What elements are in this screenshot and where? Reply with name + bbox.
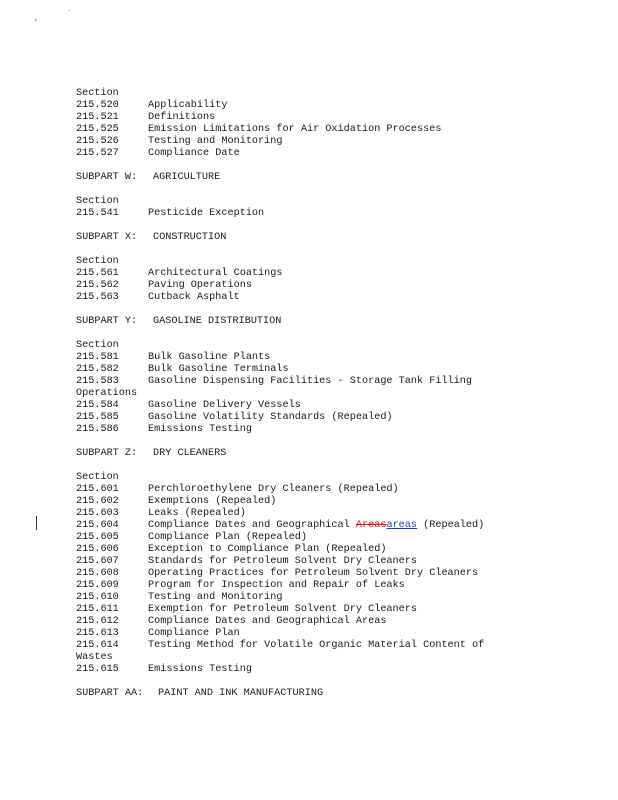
- inserted-text: areas: [386, 520, 418, 531]
- toc-row: [0, 508, 618, 520]
- subpart-label: SUBPART W:: [76, 172, 138, 183]
- section-title: Cutback Asphalt: [148, 292, 240, 303]
- toc-row-edited: [0, 520, 618, 532]
- section-number: 215.561: [76, 268, 119, 279]
- section-number: 215.601: [76, 484, 119, 495]
- subpart-heading: [0, 232, 618, 244]
- section-number: 215.563: [76, 292, 119, 303]
- section-number: 215.562: [76, 280, 119, 291]
- title-continuation: [0, 652, 618, 664]
- section-number: 215.526: [76, 136, 119, 147]
- toc-row: [0, 280, 618, 292]
- section-title: Testing and Monitoring: [148, 136, 283, 147]
- section-number: 215.613: [76, 628, 119, 639]
- toc-row: [0, 208, 618, 220]
- toc-row: [0, 628, 618, 640]
- section-title: Compliance Plan: [148, 628, 240, 639]
- section-number: 215.527: [76, 148, 119, 159]
- toc-row: [0, 592, 618, 604]
- toc-row: [0, 148, 618, 160]
- subpart-name: GASOLINE DISTRIBUTION: [153, 316, 282, 327]
- section-title: Compliance Dates and Geographical Areas: [148, 616, 387, 627]
- section-number: 215.602: [76, 496, 119, 507]
- toc-row: [0, 604, 618, 616]
- toc-row: [0, 364, 618, 376]
- subpart-heading: [0, 316, 618, 328]
- scan-artifact: `: [67, 10, 72, 19]
- section-number: 215.609: [76, 580, 119, 591]
- section-title: Gasoline Volatility Standards (Repealed): [148, 412, 393, 423]
- subpart-name: PAINT AND INK MANUFACTURING: [158, 688, 324, 699]
- toc-row: [0, 496, 618, 508]
- section-title: Paving Operations: [148, 280, 252, 291]
- toc-row: [0, 292, 618, 304]
- section-number: 215.607: [76, 556, 119, 567]
- section-number: 215.612: [76, 616, 119, 627]
- toc-row: [0, 544, 618, 556]
- section-title: Leaks (Repealed): [148, 508, 246, 519]
- section-title: Gasoline Dispensing Facilities - Storage Tank Filling: [148, 376, 473, 387]
- section-header: [0, 196, 618, 208]
- section-number: 215.604: [76, 520, 119, 531]
- deleted-text: Areas: [355, 520, 387, 531]
- toc-row: [0, 112, 618, 124]
- section-number: 215.611: [76, 604, 119, 615]
- section-title: Program for Inspection and Repair of Leaks: [148, 580, 405, 591]
- section-label: Section: [76, 340, 119, 351]
- continuation-text: Operations: [76, 388, 138, 399]
- title-text: (Repealed): [417, 520, 485, 531]
- section-title: Pesticide Exception: [148, 208, 265, 219]
- section-number: 215.520: [76, 100, 119, 111]
- section-title: Architectural Coatings: [148, 268, 283, 279]
- section-label: Section: [76, 88, 119, 99]
- section-title: Testing and Monitoring: [148, 592, 283, 603]
- scan-artifact: ,: [34, 14, 39, 23]
- subpart-heading: [0, 688, 618, 700]
- section-label: Section: [76, 196, 119, 207]
- section-number: 215.585: [76, 412, 119, 423]
- toc-row: [0, 352, 618, 364]
- section-title: Emissions Testing: [148, 424, 252, 435]
- toc-row: [0, 616, 618, 628]
- section-title: [148, 520, 484, 532]
- section-title: Applicability: [148, 100, 228, 111]
- section-title: Exemptions (Repealed): [148, 496, 277, 507]
- section-number: 215.586: [76, 424, 119, 435]
- toc-row: [0, 580, 618, 592]
- toc-row: [0, 376, 618, 388]
- toc-row: [0, 664, 618, 676]
- section-title: Emissions Testing: [148, 664, 252, 675]
- toc-row: [0, 556, 618, 568]
- toc-row: [0, 532, 618, 544]
- toc-row: [0, 136, 618, 148]
- title-continuation: [0, 388, 618, 400]
- toc-row: [0, 124, 618, 136]
- subpart-label: SUBPART AA:: [76, 688, 144, 699]
- section-label: Section: [76, 472, 119, 483]
- continuation-text: Wastes: [76, 652, 113, 663]
- section-title: Exception to Compliance Plan (Repealed): [148, 544, 387, 555]
- subpart-label: SUBPART Z:: [76, 448, 138, 459]
- section-title: Standards for Petroleum Solvent Dry Cleaners: [148, 556, 417, 567]
- toc-row: [0, 268, 618, 280]
- subpart-heading: [0, 172, 618, 184]
- section-number: 215.583: [76, 376, 119, 387]
- subpart-name: AGRICULTURE: [153, 172, 221, 183]
- section-header: [0, 340, 618, 352]
- section-title: Exemption for Petroleum Solvent Dry Cleaners: [148, 604, 417, 615]
- section-title: Bulk Gasoline Plants: [148, 352, 271, 363]
- subpart-name: DRY CLEANERS: [153, 448, 227, 459]
- section-header: [0, 256, 618, 268]
- section-header: [0, 88, 618, 100]
- section-title: Gasoline Delivery Vessels: [148, 400, 301, 411]
- section-number: 215.606: [76, 544, 119, 555]
- subpart-label: SUBPART X:: [76, 232, 138, 243]
- section-number: 215.608: [76, 568, 119, 579]
- section-number: 215.603: [76, 508, 119, 519]
- toc-row: [0, 640, 618, 652]
- subpart-heading: [0, 448, 618, 460]
- section-title: Compliance Date: [148, 148, 240, 159]
- section-title: Emission Limitations for Air Oxidation Processes: [148, 124, 442, 135]
- toc-row: [0, 412, 618, 424]
- section-number: 215.581: [76, 352, 119, 363]
- section-number: 215.605: [76, 532, 119, 543]
- section-label: Section: [76, 256, 119, 267]
- section-number: 215.521: [76, 112, 119, 123]
- section-header: [0, 472, 618, 484]
- toc-row: [0, 568, 618, 580]
- toc-row: [0, 424, 618, 436]
- section-title: Testing Method for Volatile Organic Material Content of: [148, 640, 485, 651]
- section-title: Operating Practices for Petroleum Solvent Dry Cleaners: [148, 568, 479, 579]
- section-title: Bulk Gasoline Terminals: [148, 364, 289, 375]
- section-number: 215.610: [76, 592, 119, 603]
- toc-row: [0, 484, 618, 496]
- subpart-name: CONSTRUCTION: [153, 232, 227, 243]
- subpart-label: SUBPART Y:: [76, 316, 138, 327]
- title-text: Compliance Dates and Geographical: [148, 520, 356, 531]
- toc-row: [0, 400, 618, 412]
- section-title: Perchloroethylene Dry Cleaners (Repealed): [148, 484, 399, 495]
- section-title: Definitions: [148, 112, 216, 123]
- toc-row: [0, 100, 618, 112]
- section-number: 215.615: [76, 664, 119, 675]
- section-number: 215.614: [76, 640, 119, 651]
- section-title: Compliance Plan (Repealed): [148, 532, 307, 543]
- section-number: 215.582: [76, 364, 119, 375]
- section-number: 215.584: [76, 400, 119, 411]
- section-number: 215.541: [76, 208, 119, 219]
- section-number: 215.525: [76, 124, 119, 135]
